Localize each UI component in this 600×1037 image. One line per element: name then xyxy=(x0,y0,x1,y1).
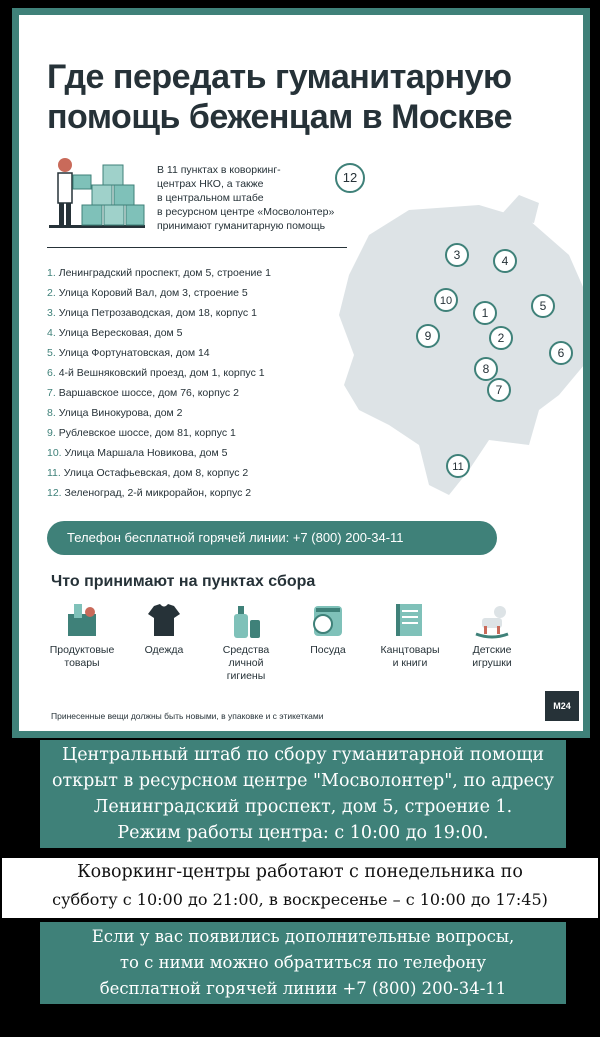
list-item: 3. Улица Петрозаводская, дом 18, корпус 1 xyxy=(47,307,257,319)
map-point xyxy=(446,244,468,266)
list-item: 1. Ленинградский проспект, дом 5, строение 1 xyxy=(47,267,271,279)
intro-line: принимают гуманитарную помощь xyxy=(157,220,326,232)
svg-text:3: 3 xyxy=(453,248,461,262)
map-point xyxy=(475,358,497,380)
list-item: 7. Варшавское шоссе, дом 76, корпус 2 xyxy=(47,387,239,399)
moscow-map xyxy=(329,195,583,525)
stationery-icon xyxy=(390,600,430,640)
intro-text xyxy=(157,163,357,233)
panel-line: Коворкинг-центры работают с понедельника по xyxy=(77,862,523,882)
info-panel-hq xyxy=(40,740,566,848)
category-toys: Детские игрушки xyxy=(447,600,537,670)
dishes-icon xyxy=(308,600,348,640)
list-item: 5. Улица Фортунатовская, дом 14 xyxy=(47,347,210,359)
intro-line: в ресурсном центре «Мосволонтер» xyxy=(157,206,335,218)
panel-line: Режим работы центра: с 10:00 до 19:00. xyxy=(117,823,489,843)
map-point xyxy=(490,327,512,349)
panel-line: бесплатной горячей линии +7 (800) 200-34-11 xyxy=(99,979,507,998)
info-panel-contact xyxy=(40,922,566,1004)
list-item: 10. Улица Маршала Новикова, дом 5 xyxy=(47,447,228,459)
map-point xyxy=(474,302,496,324)
svg-text:6: 6 xyxy=(557,346,565,360)
poster-title xyxy=(47,57,567,137)
list-item: 8. Улица Винокурова, дом 2 xyxy=(47,407,183,419)
clothes-icon xyxy=(144,600,184,640)
list-item: 2. Улица Коровий Вал, дом 3, строение 5 xyxy=(47,287,248,299)
intro-line: центрах НКО, а также xyxy=(157,178,264,190)
map-point xyxy=(417,325,439,347)
svg-text:5: 5 xyxy=(539,299,547,313)
m24-logo: M24 xyxy=(545,691,579,721)
list-item: 9. Рублевское шоссе, дом 81, корпус 1 xyxy=(47,427,236,439)
svg-text:8: 8 xyxy=(482,362,490,376)
panel-line: открыт в ресурсном центре "Мосволонтер", по адресу xyxy=(51,771,555,791)
list-item: 4. Улица Вересковая, дом 5 xyxy=(47,327,183,339)
list-item: 6. 4-й Вешняковский проезд, дом 1, корпус 1 xyxy=(47,367,265,379)
panel-line: Центральный штаб по сбору гуманитарной помощи xyxy=(61,745,545,765)
category-groceries: Продуктовые товары xyxy=(37,600,127,670)
list-item: 11. Улица Остафьевская, дом 8, корпус 2 xyxy=(47,467,249,479)
category-stationery: Канцтовары и книги xyxy=(365,600,455,670)
map-point xyxy=(447,455,469,477)
svg-text:11: 11 xyxy=(452,461,464,473)
title-line-2: помощь беженцам в Москве xyxy=(47,98,513,136)
map-point xyxy=(550,342,572,364)
divider xyxy=(47,247,347,248)
hotline-banner: Телефон бесплатной горячей линии: +7 (800) 200-34-11 xyxy=(47,521,497,555)
hygiene-icon xyxy=(226,600,266,640)
category-hygiene: Средства личной гигиены xyxy=(201,600,291,683)
panel-line: Если у вас появились дополнительные вопросы, xyxy=(91,927,515,946)
svg-text:10: 10 xyxy=(439,295,453,307)
intro-line: В 11 пунктах в коворкинг- xyxy=(157,164,281,176)
panel-line: то с ними можно обратиться по телефону xyxy=(119,953,487,972)
zelenograd-badge: 12 xyxy=(335,163,365,193)
category-dishes: Посуда xyxy=(283,600,373,657)
toys-icon xyxy=(472,600,512,640)
category-clothes: Одежда xyxy=(119,600,209,657)
panel-line: субботу с 10:00 до 21:00, в воскресенье – с 10:00 до 17:45) xyxy=(52,890,548,909)
panel-line: Ленинградский проспект, дом 5, строение 1. xyxy=(93,797,513,817)
infographic-poster xyxy=(19,15,583,731)
map-point xyxy=(532,295,554,317)
svg-text:9: 9 xyxy=(424,329,432,343)
accept-title: Что принимают на пунктах сбора xyxy=(51,573,316,590)
note-text: Принесенные вещи должны быть новыми, в упаковке и с этикетками xyxy=(51,711,324,721)
groceries-icon xyxy=(62,600,102,640)
map-point xyxy=(488,379,510,401)
map-point xyxy=(435,289,457,311)
svg-text:1: 1 xyxy=(481,306,489,320)
map-point xyxy=(494,250,516,272)
list-item: 12. Зеленоград, 2-й микрорайон, корпус 2 xyxy=(47,487,252,499)
svg-text:7: 7 xyxy=(495,383,503,397)
intro-line: в центральном штабе xyxy=(157,192,264,204)
volunteer-boxes-icon xyxy=(47,145,147,235)
title-line-1: Где передать гуманитарную xyxy=(47,58,512,96)
address-list xyxy=(47,263,271,503)
svg-text:4: 4 xyxy=(501,254,509,268)
svg-text:2: 2 xyxy=(497,331,505,345)
info-panel-hours xyxy=(2,858,598,918)
